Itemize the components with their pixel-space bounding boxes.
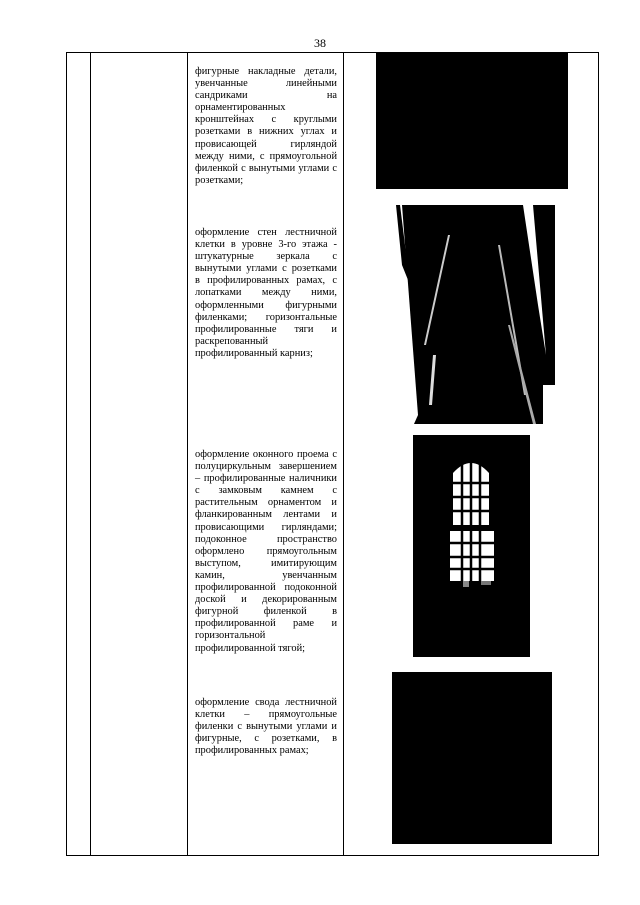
column-divider bbox=[343, 53, 344, 855]
entry-4-description: оформление свода лестничной клетки – прямоугольные филенки с вынутыми углами и фигурные, с розетками, в профилированных рамах; bbox=[195, 697, 337, 757]
entry-2-description: оформление стен лестничной клетки в уровне 3-го этажа - штукатурные зеркала с вынутыми углами с розетками в профилированных рамах, с лопатками между ними, оформленными фигурными филенками; горизонтальные профилированные тяги и раскрепованный профилированный карниз; bbox=[195, 227, 337, 359]
staircase-walls-photo bbox=[388, 205, 555, 424]
column-divider bbox=[187, 53, 188, 855]
ceiling-ornament-photo bbox=[376, 52, 568, 189]
entry-3-description: оформление оконного проема с полуциркульным завершением – профилированные наличники с замковым камнем с растительным орнаментом и фланкированным лентами и провисающими гирляндами; подоконное пространство оформлено прямоугольным выступом, имитирующим камин, увенчанным профилированной подоконной доской и декорированным фигурной филенкой в профилированной раме и горизонтальной профилированной тягой; bbox=[195, 449, 337, 654]
page-number: 38 bbox=[314, 36, 326, 50]
entry-1-description: фигурные накладные детали, увенчанные линейными сандриками на орнаментированных кронштейнах с круглыми розетками в нижних углах и провисающей гирляндой между ними, с прямоугольной филенкой с вынутыми углами с розетками; bbox=[195, 66, 337, 186]
column-divider bbox=[90, 53, 91, 855]
arched-window-photo bbox=[413, 435, 530, 657]
vault-ceiling-photo bbox=[392, 672, 552, 844]
